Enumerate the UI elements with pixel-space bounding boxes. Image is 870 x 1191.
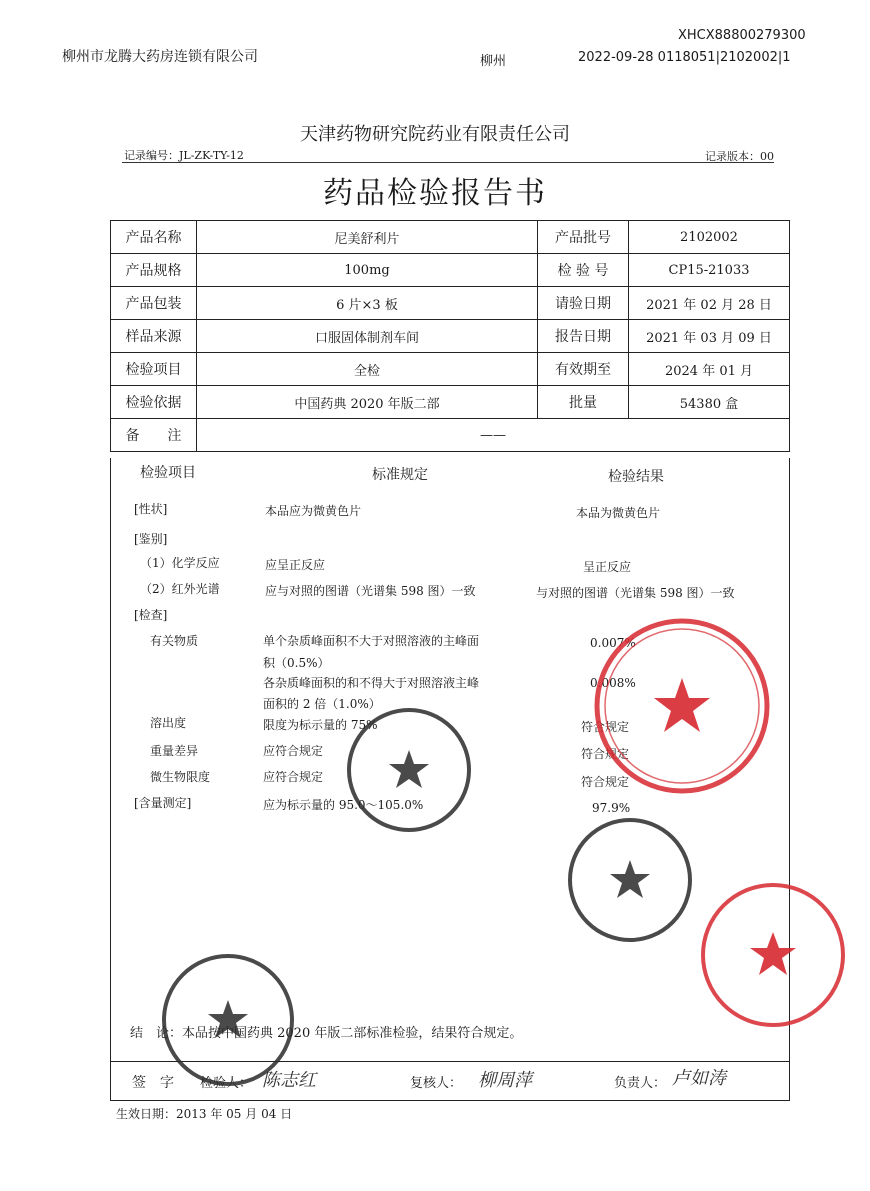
- page-title: 药品检验报告书: [323, 176, 547, 211]
- section-character: [性状]: [134, 502, 168, 516]
- distributor-stamp: [698, 880, 848, 1030]
- table-row: [111, 419, 790, 452]
- cell-value: 尼美舒利片: [197, 221, 538, 254]
- col-header-result: 检验结果: [608, 469, 664, 485]
- cell-value: 全检: [197, 353, 538, 386]
- result-text: 符合规定: [581, 747, 630, 761]
- city: 柳州: [480, 54, 507, 69]
- col-header-standard: 标准规定: [372, 467, 428, 483]
- result-text: 符合规定: [581, 720, 630, 734]
- inspector-label: 检验人：: [200, 1076, 253, 1091]
- document-code: XHCX88800279300: [678, 28, 806, 43]
- standard-text: 面积的 2 倍（1.0%）: [263, 697, 381, 711]
- result-text: 0.007%: [590, 636, 636, 650]
- result-text: 符合规定: [581, 775, 630, 789]
- divider: [122, 162, 774, 163]
- qc-center-stamp: [158, 950, 298, 1090]
- cell-label: 批量: [538, 386, 629, 419]
- cell-label: 产品规格: [111, 254, 197, 287]
- section-identification: [鉴别]: [134, 532, 168, 546]
- cell-value: CP15-21033: [629, 254, 790, 287]
- result-text: 97.9%: [592, 801, 631, 815]
- item-text: 重量差异: [150, 744, 199, 758]
- inspector-signature: 陈志红: [262, 1070, 316, 1091]
- section-assay: [含量测定]: [134, 796, 192, 810]
- cell-label: 产品包装: [111, 287, 197, 320]
- cell-value: 54380 盒: [629, 386, 790, 419]
- pharmacy-stamp: [592, 616, 772, 796]
- cell-label: 请验日期: [538, 287, 629, 320]
- table-row: [111, 254, 790, 287]
- company-stamp: [344, 705, 474, 835]
- item-text: （1）化学反应: [140, 556, 220, 570]
- date-batch: 2022-09-28 0118051|2102002|1: [578, 50, 791, 65]
- conclusion: 结 论：本品按中国药典 2020 年版二部标准检验，结果符合规定。: [130, 1026, 523, 1041]
- cell-label: 备 注: [111, 419, 197, 452]
- cell-label: 检 验 号: [538, 254, 629, 287]
- cell-label: 产品名称: [111, 221, 197, 254]
- table-row: [111, 287, 790, 320]
- result-text: 呈正反应: [583, 560, 632, 574]
- cell-value: 2024 年 01 月: [629, 353, 790, 386]
- cell-value: ——: [197, 419, 790, 452]
- cell-label: 检验依据: [111, 386, 197, 419]
- manager-label: 负责人：: [614, 1076, 667, 1091]
- info-table: [110, 220, 790, 452]
- standard-text: 本品应为微黄色片: [265, 504, 362, 518]
- standard-text: 应与对照的图谱（光谱集 598 图）一致: [265, 584, 476, 598]
- cell-value: 6 片×3 板: [197, 287, 538, 320]
- cell-value: 中国药典 2020 年版二部: [197, 386, 538, 419]
- standard-text: 各杂质峰面积的和不得大于对照溶液主峰: [263, 676, 480, 690]
- record-version: 记录版本：00: [705, 150, 774, 163]
- company-stamp: [565, 815, 695, 945]
- section-check: [检查]: [134, 608, 168, 622]
- standard-text: 应符合规定: [263, 770, 324, 784]
- pharmacy-name: 柳州市龙腾大药房连锁有限公司: [62, 49, 258, 65]
- item-text: 溶出度: [150, 716, 187, 730]
- cell-value: 100mg: [197, 254, 538, 287]
- cell-label: 有效期至: [538, 353, 629, 386]
- standard-text: 积（0.5%）: [263, 656, 330, 670]
- table-row: [111, 353, 790, 386]
- reviewer-signature: 柳周萍: [478, 1070, 532, 1091]
- cell-label: 产品批号: [538, 221, 629, 254]
- cell-value: 2021 年 02 月 28 日: [629, 287, 790, 320]
- result-text: 本品为微黄色片: [576, 506, 661, 520]
- cell-value: 2021 年 03 月 09 日: [629, 320, 790, 353]
- record-number: 记录编号：JL-ZK-TY-12: [124, 149, 244, 162]
- cell-label: 检验项目: [111, 353, 197, 386]
- cell-value: 口服固体制剂车间: [197, 320, 538, 353]
- col-header-item: 检验项目: [140, 465, 196, 481]
- manager-signature: 卢如涛: [672, 1068, 726, 1089]
- item-text: （2）红外光谱: [140, 582, 220, 596]
- cell-label: 样品来源: [111, 320, 197, 353]
- standard-text: 应为标示量的 95.0～105.0%: [263, 798, 424, 812]
- cell-value: 2102002: [629, 221, 790, 254]
- standard-text: 限度为标示量的 75%: [263, 718, 378, 732]
- result-text: 0.008%: [590, 676, 636, 690]
- table-row: [111, 386, 790, 419]
- reviewer-label: 复核人：: [410, 1076, 463, 1091]
- standard-text: 应呈正反应: [265, 558, 326, 572]
- table-row: [111, 221, 790, 254]
- standard-text: 单个杂质峰面积不大于对照溶液的主峰面: [263, 634, 480, 648]
- standard-text: 应符合规定: [263, 744, 324, 758]
- item-text: 微生物限度: [150, 770, 211, 784]
- sign-label: 签 字: [132, 1075, 174, 1091]
- item-text: 有关物质: [150, 634, 199, 648]
- cell-label: 报告日期: [538, 320, 629, 353]
- company-name: 天津药物研究院药业有限责任公司: [300, 124, 570, 145]
- effective-date: 生效日期：2013 年 05 月 04 日: [116, 1107, 293, 1121]
- table-row: [111, 320, 790, 353]
- result-text: 与对照的图谱（光谱集 598 图）一致: [536, 586, 735, 600]
